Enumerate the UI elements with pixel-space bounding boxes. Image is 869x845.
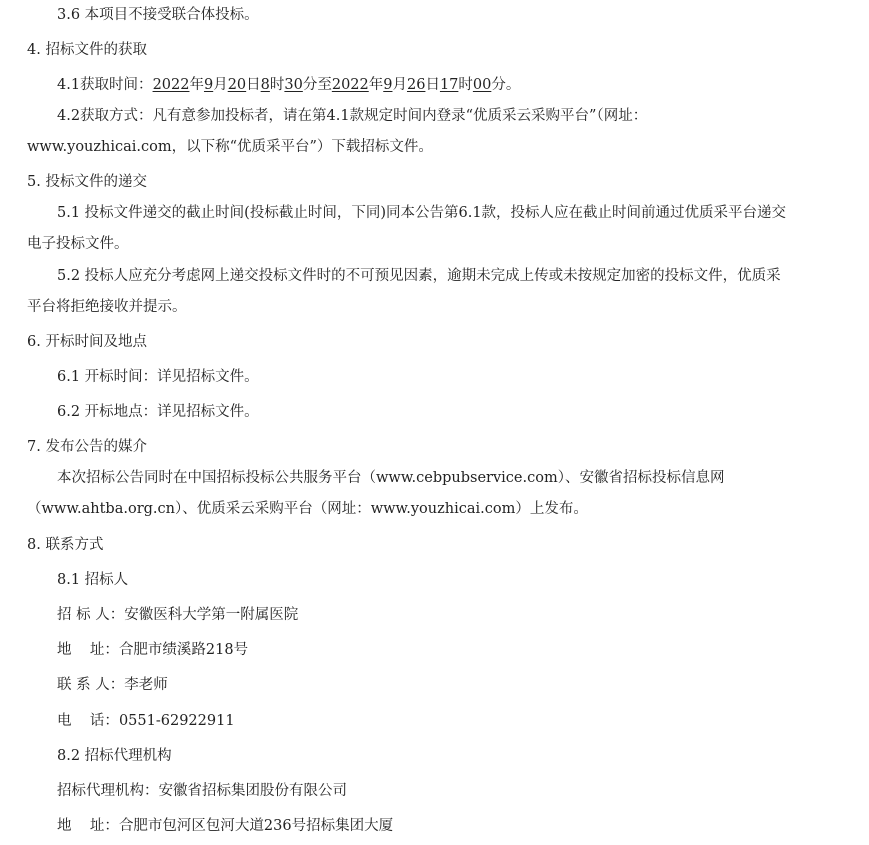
tenderer-row bbox=[57, 605, 298, 625]
clause-7-line-2: （www.ahtba.org.cn）、优质采云采购平台（网址：www.youzhicai.com）上发布。 bbox=[27, 501, 588, 517]
text-hour: 时 bbox=[269, 77, 285, 93]
clause-6-1: 6.1 开标时间：详见招标文件。 bbox=[57, 369, 259, 385]
start-year: 2022 bbox=[152, 77, 190, 93]
agency-address-value: 合肥市包河区包河大道236号招标集团大厦 bbox=[118, 818, 394, 834]
heading-5-submit-bids: 5. 投标文件的递交 bbox=[27, 174, 147, 190]
contact-label: 联 系 人： bbox=[57, 677, 125, 693]
text-day: 日 bbox=[246, 77, 261, 93]
tenderer-address-value: 合肥市绩溪路218号 bbox=[118, 642, 249, 658]
text-minute-to: 分至 bbox=[302, 77, 332, 93]
heading-8-contacts: 8. 联系方式 bbox=[27, 537, 104, 553]
tenderer-address-row bbox=[57, 640, 248, 660]
heading-7-media: 7. 发布公告的媒介 bbox=[27, 439, 147, 455]
end-hour: 17 bbox=[439, 77, 459, 93]
text-hour-2: 时 bbox=[458, 77, 473, 93]
start-minute: 30 bbox=[284, 77, 303, 93]
clause-5-1-line-1: 5.1 投标文件递交的截止时间(投标截止时间，下同)同本公告第6.1款，投标人应在截止时间前通过优质采平台递交 bbox=[57, 205, 787, 221]
clause-8-1-tenderer: 8.1 招标人 bbox=[57, 572, 129, 588]
clause-4-2-line-1: 4.2获取方式：凡有意参加投标者，请在第4.1款规定时间内登录“优质采云采购平台”（网址： bbox=[57, 108, 648, 124]
clause-5-1-line-2: 电子投标文件。 bbox=[27, 236, 129, 252]
end-year: 2022 bbox=[331, 77, 369, 93]
text-month: 月 bbox=[213, 77, 228, 93]
contact-row bbox=[57, 675, 168, 695]
text-month-2: 月 bbox=[392, 77, 407, 93]
clause-6-2: 6.2 开标地点：详见招标文件。 bbox=[57, 404, 259, 420]
tenderer-label: 招 标 人： bbox=[57, 607, 125, 623]
start-hour: 8 bbox=[260, 77, 270, 93]
phone-value: 0551-62922911 bbox=[118, 713, 235, 729]
end-month: 9 bbox=[383, 77, 393, 93]
agency-row bbox=[57, 781, 347, 801]
agency-label: 招标代理机构： bbox=[57, 783, 159, 799]
text-day-2: 日 bbox=[425, 77, 440, 93]
clause-5-2-line-2: 平台将拒绝接收并提示。 bbox=[27, 299, 187, 315]
clause-8-2-agency: 8.2 招标代理机构 bbox=[57, 748, 172, 764]
tenderer-value: 安徽医科大学第一附属医院 bbox=[124, 607, 299, 623]
start-day: 20 bbox=[227, 77, 247, 93]
heading-4-obtain-documents: 4. 招标文件的获取 bbox=[27, 42, 147, 58]
tenderer-address-label: 地 址： bbox=[57, 642, 119, 658]
clause-3-6: 3.6 本项目不接受联合体投标。 bbox=[57, 7, 259, 23]
text-year: 年 bbox=[189, 77, 204, 93]
agency-value: 安徽省招标集团股份有限公司 bbox=[158, 783, 347, 799]
clause-4-2-line-2: www.youzhicai.com，以下称“优质采平台”）下载招标文件。 bbox=[27, 139, 433, 155]
end-day: 26 bbox=[406, 77, 426, 93]
phone-label: 电 话： bbox=[57, 713, 119, 729]
agency-address-row bbox=[57, 816, 393, 836]
clause-4-1-prefix: 4.1获取时间： bbox=[57, 77, 153, 93]
clause-7-line-1: 本次招标公告同时在中国招标投标公共服务平台（www.cebpubservice.com）、安徽省招标投标信息网 bbox=[57, 470, 725, 486]
phone-row bbox=[57, 711, 235, 731]
agency-address-label: 地 址： bbox=[57, 818, 119, 834]
heading-6-bid-opening: 6. 开标时间及地点 bbox=[27, 334, 147, 350]
contact-value: 李老师 bbox=[124, 677, 168, 693]
text-year-2: 年 bbox=[368, 77, 384, 93]
text-minute-end: 分。 bbox=[491, 77, 521, 93]
start-month: 9 bbox=[203, 77, 214, 93]
end-minute: 00 bbox=[472, 77, 492, 93]
clause-4-1-obtain-time bbox=[57, 75, 520, 95]
clause-5-2-line-1: 5.2 投标人应充分考虑网上递交投标文件时的不可预见因素，逾期未完成上传或未按规定加密的投标文件，优质采 bbox=[57, 268, 781, 284]
